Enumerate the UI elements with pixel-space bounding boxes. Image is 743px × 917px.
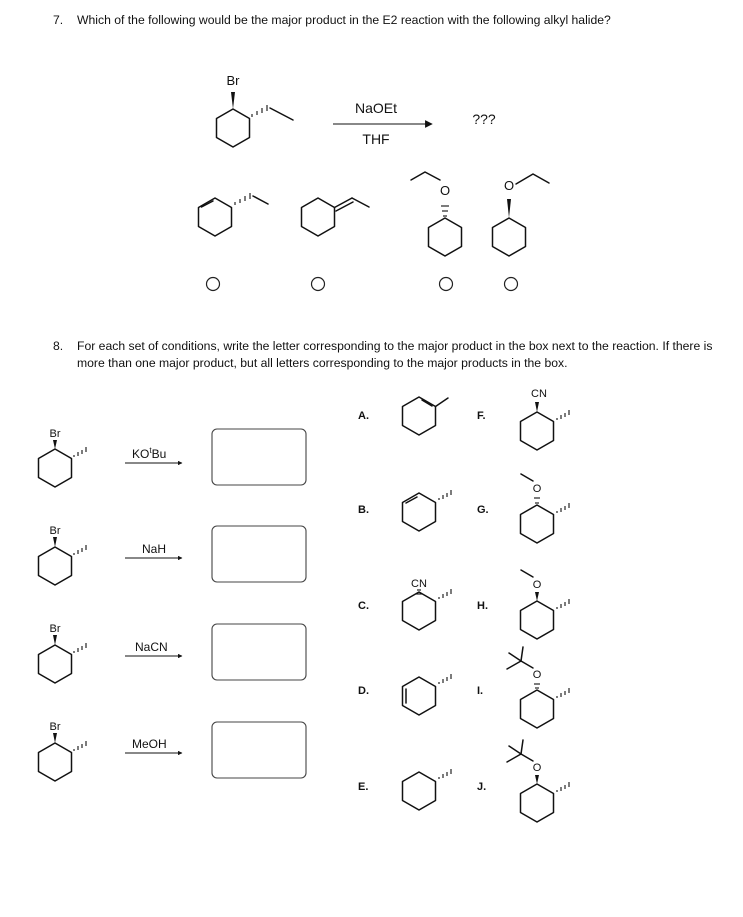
product-letter-d: D. (358, 685, 369, 697)
q8-reaction-1 (39, 428, 307, 487)
product-e (403, 769, 452, 810)
product-a (403, 397, 449, 435)
hashed-bond (441, 206, 449, 216)
choice-radio-1[interactable] (207, 278, 220, 291)
wedge-bond (535, 402, 539, 412)
choice-radio-4[interactable] (505, 278, 518, 291)
oxygen-label: O (532, 483, 542, 495)
product-unknown: ??? (472, 111, 496, 127)
answer-box-2[interactable] (212, 526, 306, 582)
wedge-bond (535, 775, 539, 784)
product-letter-h: H. (477, 600, 488, 612)
product-g (521, 474, 570, 543)
reagent-label: $KO^tBu$ (132, 446, 167, 461)
product-j (507, 740, 569, 822)
q7-choice-3 (411, 172, 462, 256)
hashed-bond (439, 674, 451, 684)
answer-box-4[interactable] (212, 722, 306, 778)
product-letter-c: C. (358, 600, 369, 612)
cn-label: CN (531, 388, 547, 400)
cn-label: CN (411, 578, 427, 590)
wedge-bond (231, 92, 235, 109)
product-letter-f: F. (477, 410, 486, 422)
product-letter-b: B. (358, 504, 369, 516)
product-i (507, 647, 569, 728)
product-letter-a: A. (358, 410, 369, 422)
reagent-label: NaOEt (354, 100, 398, 116)
reagent-label: NaH (142, 542, 167, 556)
answer-box-3[interactable] (212, 624, 306, 680)
q8-reaction-4 (39, 721, 307, 781)
hashed-bond (439, 490, 451, 500)
oxygen-label: O (532, 579, 542, 591)
oxygen-label: O (503, 178, 515, 193)
q8-reaction-2 (39, 525, 307, 585)
q7-reaction-arrow (333, 100, 496, 147)
br-label: Br (226, 73, 240, 88)
product-h (521, 570, 570, 639)
product-d (403, 674, 452, 715)
wedge-bond (507, 199, 511, 218)
hashed-bond (534, 498, 540, 503)
hashed-bond (557, 410, 569, 420)
answer-box-1[interactable] (212, 429, 306, 485)
hashed-bond (74, 643, 86, 653)
q7-choice-4 (493, 174, 550, 256)
wedge-bond (535, 592, 539, 601)
br-label: Br (49, 428, 61, 440)
q7-choice-1 (199, 193, 269, 236)
reagent-label: NaCN (135, 640, 168, 654)
hashed-bond (557, 503, 569, 513)
question-number: 7. (53, 13, 64, 27)
product-letter-j: J. (477, 781, 487, 793)
wedge-bond (53, 635, 57, 645)
oxygen-label: O (532, 669, 542, 681)
product-f (521, 388, 570, 450)
product-b (403, 490, 452, 531)
oxygen-label: O (532, 762, 542, 774)
choice-radio-3[interactable] (440, 278, 453, 291)
hashed-bond (74, 447, 86, 457)
question-text: Which of the following would be the major product in the E2 reaction with the following alkyl halide? (77, 13, 611, 27)
product-letter-g: G. (477, 504, 489, 516)
hashed-bond (235, 193, 250, 205)
q7-reactant (217, 73, 294, 147)
wedge-bond (53, 537, 57, 547)
oxygen-label: O (439, 183, 451, 198)
wedge-bond (53, 440, 57, 449)
choice-radio-2[interactable] (312, 278, 325, 291)
hashed-bond (74, 545, 86, 555)
product-letter-e: E. (358, 781, 369, 793)
reagent-label: MeOH (132, 737, 167, 751)
hashed-bond (557, 599, 569, 609)
br-label: Br (49, 721, 61, 733)
q8-reaction-3 (39, 623, 307, 683)
question-text: For each set of conditions, write the letter corresponding to the major product in the box next to the reaction. If there is more than one major product, but all letters corresponding to the major products in the box. (77, 339, 713, 370)
hashed-bond (74, 741, 86, 751)
hashed-bond (252, 105, 267, 117)
br-label: Br (49, 525, 61, 537)
hashed-bond (439, 769, 451, 779)
question-number: 8. (53, 339, 64, 353)
hashed-bond (439, 589, 451, 599)
hashed-bond (557, 688, 569, 698)
wedge-bond (53, 733, 57, 743)
solvent-label: THF (362, 131, 390, 147)
hashed-bond (557, 782, 569, 792)
br-label: Br (49, 623, 61, 635)
product-c (403, 578, 452, 630)
product-letter-i: I. (477, 685, 484, 697)
hashed-bond (534, 684, 540, 688)
q7-choice-2 (302, 198, 370, 236)
